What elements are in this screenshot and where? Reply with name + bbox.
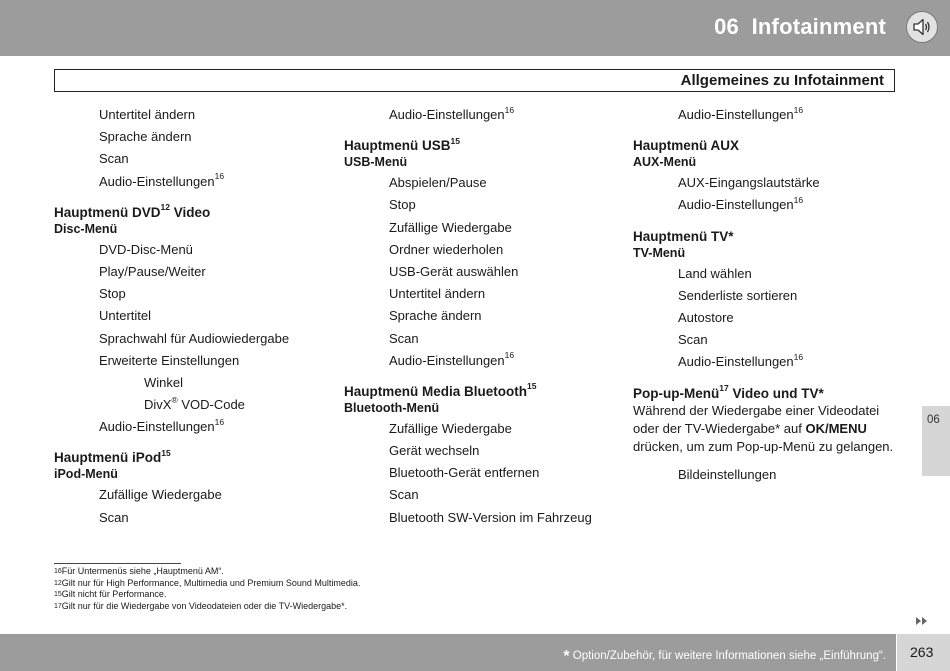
list-item: Play/Pause/Weiter [99, 263, 206, 279]
list-item: Scan [99, 509, 129, 525]
column-3 [633, 104, 915, 486]
footnote-ref: 16 [793, 104, 804, 115]
footnote-ref: 12 [160, 202, 170, 213]
menu-subheading-ipod: iPod-Menü [54, 467, 118, 482]
list-item: Audio-Einstellungen$^{16}$ [678, 104, 804, 122]
list-item: Senderliste sortieren [678, 287, 798, 303]
menu-heading-ipod: Hauptmenü iPod$^{15}$ [54, 447, 171, 466]
footer-bar [0, 634, 896, 671]
list-item: Untertitel ändern [99, 107, 196, 122]
list-item: Zufällige Wiedergabe [389, 219, 512, 235]
asterisk-mark: * [563, 648, 570, 665]
footnote: $^{15}$Gilt nicht für Performance. [54, 589, 167, 599]
list-item: Autostore [678, 309, 734, 325]
footnote-ref: 16 [793, 351, 804, 362]
list-item: Gerät wechseln [389, 443, 480, 459]
list-item: Audio-Einstellungen$^{16}$ [99, 171, 225, 189]
section-title-box [54, 69, 895, 92]
footnote-ref: 16 [504, 350, 515, 361]
footnote-divider [54, 563, 181, 564]
page-number: 263 [910, 644, 934, 660]
footnote-ref: 15 [450, 135, 460, 146]
side-tab-label: 06 [927, 414, 940, 426]
list-item: Stop [389, 197, 416, 213]
chapter-number: 06 [714, 14, 739, 39]
list-item: Stop [99, 286, 126, 302]
footer-note: * Option/Zubehör, für weitere Informationen siehe „Einführung“. [563, 648, 886, 665]
footnotes [54, 566, 360, 612]
popup-description: Während der Wiedergabe einer Videodatei oder der TV-Wiedergabe* auf OK/MENU drücken, um zum Pop-up-Menü zu gelangen. [633, 402, 894, 454]
footnote-ref: 15 [161, 447, 171, 458]
list-item: DVD-Disc-Menü [99, 241, 193, 257]
list-item: Ordner wiederholen [389, 241, 504, 257]
column-2 [344, 104, 626, 529]
list-item: Audio-Einstellungen$^{16}$ [99, 416, 225, 435]
list-item: Untertitel ändern [389, 286, 486, 302]
page-number-box [897, 634, 950, 671]
menu-heading-aux: Hauptmenü AUX [633, 138, 740, 154]
list-item: Audio-Einstellungen$^{16}$ [389, 350, 515, 368]
list-item: AUX-Eingangslautstärke [678, 175, 820, 191]
ok-menu-key-label: OK/MENU [805, 420, 867, 436]
list-item: Bluetooth-Gerät entfernen [389, 465, 540, 481]
footnote: $^{17}$Gilt nur für die Wiedergabe von Videodateien oder die TV-Wiedergabe*. [54, 600, 348, 611]
footnote: $^{12}$Gilt nur für High Performance, Multimedia und Premium Sound Multimedia. [54, 577, 361, 588]
footnote-ref: 16 [504, 104, 515, 115]
menu-subheading-bluetooth: Bluetooth-Menü [344, 400, 440, 415]
menu-heading-dvd: Hauptmenü DVD$^{12}$ Video [54, 202, 211, 220]
footnote-ref: 16 [214, 171, 225, 182]
footnote: $^{16}$Für Untermenüs siehe „Hauptmenü AM“. [54, 566, 224, 576]
list-item: Land wählen [678, 265, 752, 281]
menu-heading-popup: Pop-up-Menü$^{17}$ Video und TV* [633, 383, 824, 401]
menu-heading-bluetooth: Hauptmenü Media Bluetooth$^{15}$ [344, 381, 537, 399]
list-item: Audio-Einstellungen$^{16}$ [678, 195, 804, 213]
list-item: Scan [99, 151, 129, 167]
sub-list-item: DivX® VOD-Code [144, 394, 245, 413]
footnote-ref: 16 [214, 416, 225, 427]
chapter-name: Infotainment [751, 14, 886, 39]
footnote-ref: 15 [527, 381, 537, 392]
list-item: Audio-Einstellungen$^{16}$ [678, 351, 804, 370]
section-title: Allgemeines zu Infotainment [680, 72, 884, 89]
list-item: Sprache ändern [99, 129, 192, 145]
list-item: Bildeinstellungen [678, 466, 777, 482]
chapter-title [714, 14, 886, 40]
list-item: Erweiterte Einstellungen [99, 352, 240, 368]
list-item: Zufällige Wiedergabe [99, 487, 222, 503]
list-item: Sprache ändern [389, 308, 482, 324]
menu-subheading-tv: TV-Menü [633, 245, 686, 260]
chapter-header-bar [0, 0, 950, 56]
speaker-icon [906, 11, 938, 43]
footnote-ref: 16 [793, 195, 804, 206]
double-chevron-right-icon[interactable] [915, 613, 929, 631]
list-item: USB-Gerät auswählen [389, 263, 519, 279]
list-item: Sprachwahl für Audiowiedergabe [99, 330, 290, 346]
menu-heading-usb: Hauptmenü USB$^{15}$ [344, 135, 460, 154]
list-item: Zufällige Wiedergabe [389, 420, 512, 436]
list-item: Audio-Einstellungen$^{16}$ [389, 104, 515, 122]
list-item: Scan [389, 330, 419, 346]
menu-subheading-aux: AUX-Menü [633, 155, 697, 170]
menu-subheading-disc: Disc-Menü [54, 221, 118, 236]
list-item: Untertitel [99, 308, 152, 324]
list-item: Scan [389, 487, 419, 503]
chapter-side-tab[interactable] [922, 406, 950, 476]
footnote-ref: 17 [719, 383, 729, 393]
menu-subheading-usb: USB-Menü [344, 155, 408, 170]
menu-heading-tv: Hauptmenü TV* [633, 228, 734, 244]
sub-list-item: Winkel [144, 374, 184, 390]
column-1 [54, 104, 336, 529]
list-item: Bluetooth SW-Version im Fahrzeug [389, 509, 592, 525]
list-item: Abspielen/Pause [389, 175, 487, 191]
registered-mark: ® [171, 394, 178, 405]
list-item: Scan [678, 332, 708, 348]
